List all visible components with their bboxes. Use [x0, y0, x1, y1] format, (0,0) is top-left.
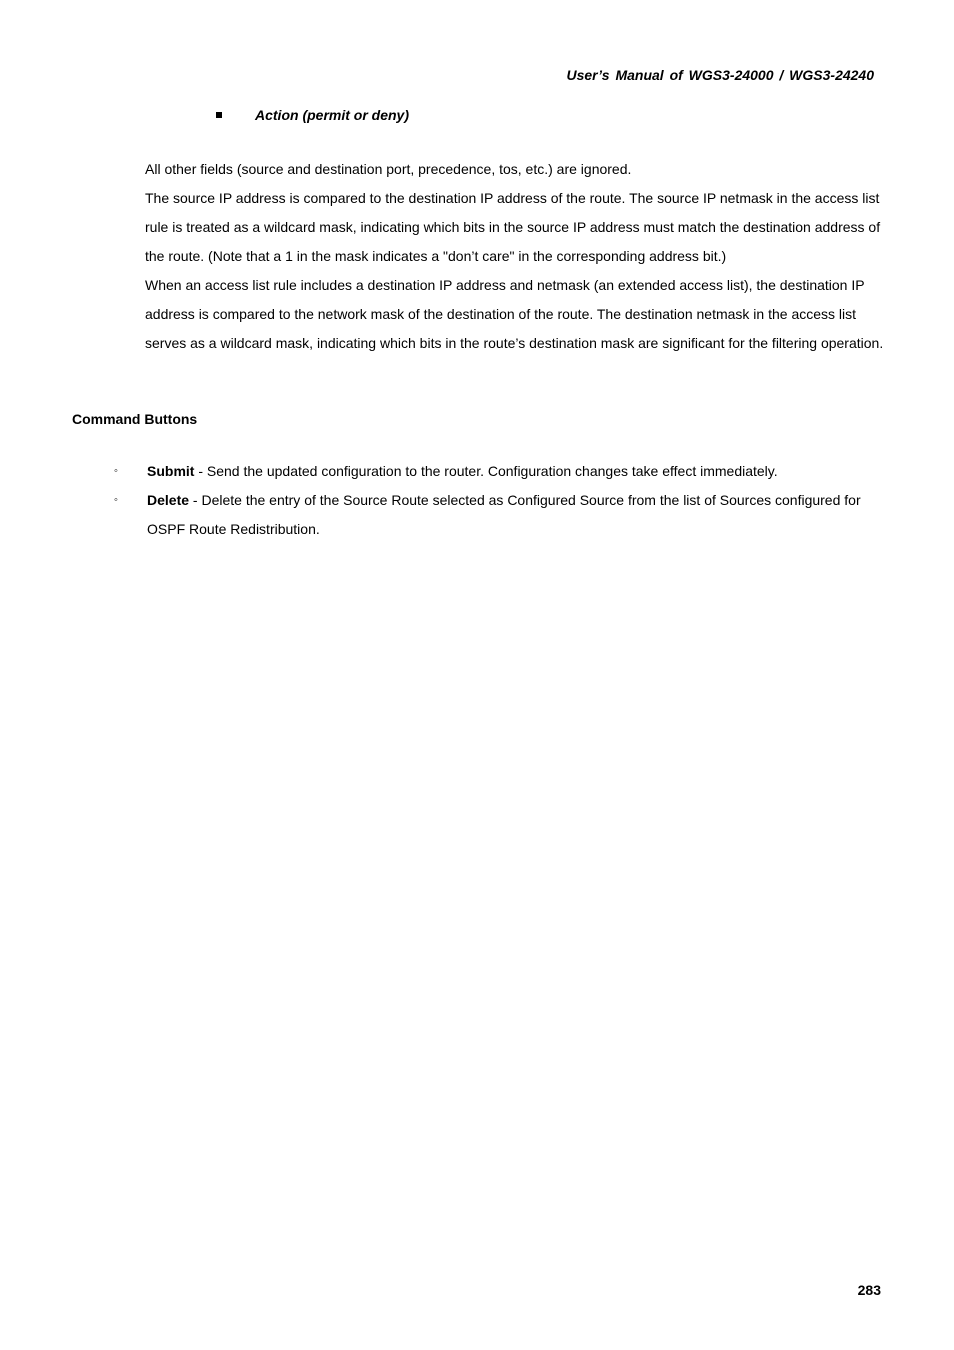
command-name-delete: Delete — [147, 492, 190, 508]
page-header: User’s Manual of WGS3-24000 / WGS3-24240 — [566, 67, 874, 83]
paragraph-destination-ip: When an access list rule includes a destination IP address and netmask (an extended access list), the destination IP address is compared to the network mask of the destination of the route. The destination netmask in the access list serves as a wildcard mask, indicating which bits in the route’s destination mask are significant for the filtering operation. — [145, 277, 884, 351]
paragraph-ignored-fields: All other fields (source and destination port, precedence, tos, etc.) are ignored. — [145, 161, 632, 177]
command-name-submit: Submit — [147, 463, 195, 479]
command-button-list — [114, 457, 886, 544]
paragraph-source-ip: The source IP address is compared to the destination IP address of the route. The source IP netmask in the access list rule is treated as a wildcard mask, indicating which bits in the source IP address must match the destination address of the route. (Note that a 1 in the mask indicates a "don’t care" in the corresponding address bit.) — [145, 190, 881, 264]
bullet-item-action — [216, 107, 409, 123]
section-heading: Command Buttons — [72, 411, 198, 427]
circle-bullet-icon: ◦ — [114, 494, 118, 506]
command-description-delete: - Delete the entry of the Source Route selected as Configured Source from the list of Sources configured for OSPF Route Redistribution. — [147, 492, 861, 537]
body-text — [145, 155, 885, 358]
list-item-delete — [114, 486, 886, 544]
list-item-submit — [114, 457, 886, 486]
page-number: 283 — [857, 1282, 881, 1298]
command-description-submit: - Send the updated configuration to the router. Configuration changes take effect immediately. — [194, 463, 778, 479]
circle-bullet-icon: ◦ — [114, 465, 118, 477]
bullet-item-label: Action (permit or deny) — [255, 107, 410, 123]
square-bullet-icon — [216, 112, 222, 118]
